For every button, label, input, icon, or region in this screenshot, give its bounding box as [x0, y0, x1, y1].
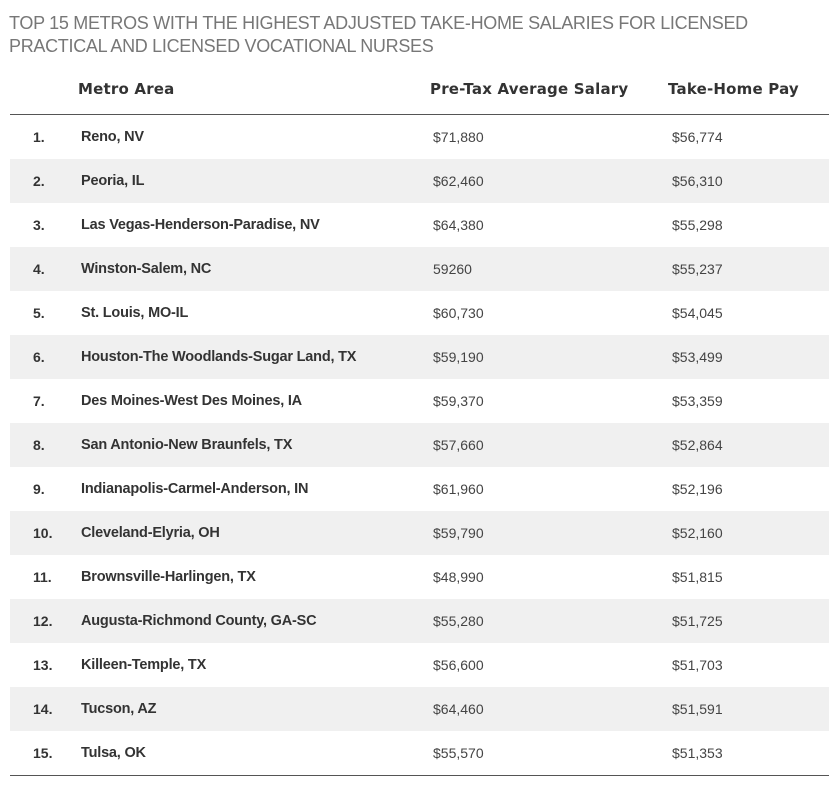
table-row	[10, 599, 829, 643]
rank-cell: 4.	[33, 261, 45, 277]
take-home-pay-cell: $56,774	[672, 129, 723, 145]
pre-tax-salary-cell: $62,460	[433, 173, 484, 189]
metro-area-cell: Winston-Salem, NC	[81, 261, 212, 277]
page-title: TOP 15 METROS WITH THE HIGHEST ADJUSTED TAKE-HOME SALARIES FOR LICENSED PRACTICAL AND LICENSED VOCATIONAL NURSES	[9, 13, 748, 56]
take-home-pay-cell: $54,045	[672, 305, 723, 321]
take-home-pay-cell: $51,591	[672, 701, 723, 717]
table-row	[10, 731, 829, 775]
table-row	[10, 555, 829, 599]
table-row	[10, 511, 829, 555]
rank-cell: 1.	[33, 129, 45, 145]
take-home-pay-cell: $52,160	[672, 525, 723, 541]
table-row	[10, 379, 829, 423]
rank-cell: 11.	[33, 569, 52, 585]
pre-tax-salary-cell: $64,460	[433, 701, 484, 717]
take-home-pay-cell: $51,353	[672, 745, 723, 761]
rank-cell: 3.	[33, 217, 45, 233]
pre-tax-salary-cell: $61,960	[433, 481, 484, 497]
salary-table	[10, 68, 829, 776]
rank-cell: 8.	[33, 437, 45, 453]
metro-area-cell: Peoria, IL	[81, 173, 145, 189]
take-home-pay-cell: $53,359	[672, 393, 723, 409]
column-header-pre-tax-salary: Pre-Tax Average Salary	[430, 80, 629, 98]
pre-tax-salary-cell: $59,790	[433, 525, 484, 541]
pre-tax-salary-cell: $57,660	[433, 437, 484, 453]
table-body	[10, 115, 829, 775]
metro-area-cell: Augusta-Richmond County, GA-SC	[81, 613, 317, 629]
table-row	[10, 291, 829, 335]
metro-area-cell: Reno, NV	[81, 129, 144, 145]
pre-tax-salary-cell: $64,380	[433, 217, 484, 233]
rank-cell: 10.	[33, 525, 53, 541]
metro-area-cell: St. Louis, MO-IL	[81, 305, 189, 321]
rank-cell: 15.	[33, 745, 53, 761]
table-row	[10, 423, 829, 467]
rank-cell: 5.	[33, 305, 45, 321]
rank-cell: 12.	[33, 613, 53, 629]
pre-tax-salary-cell: 59260	[433, 261, 472, 277]
take-home-pay-cell: $52,864	[672, 437, 723, 453]
take-home-pay-cell: $56,310	[672, 173, 723, 189]
take-home-pay-cell: $55,298	[672, 217, 723, 233]
table-row	[10, 247, 829, 291]
rank-cell: 2.	[33, 173, 45, 189]
pre-tax-salary-cell: $56,600	[433, 657, 484, 673]
metro-area-cell: Cleveland-Elyria, OH	[81, 525, 220, 541]
metro-area-cell: Indianapolis-Carmel-Anderson, IN	[81, 481, 309, 497]
metro-area-cell: Tucson, AZ	[81, 701, 157, 717]
take-home-pay-cell: $51,815	[672, 569, 723, 585]
table-row	[10, 687, 829, 731]
rank-cell: 13.	[33, 657, 53, 673]
take-home-pay-cell: $51,725	[672, 613, 723, 629]
rank-cell: 6.	[33, 349, 45, 365]
table-row	[10, 159, 829, 203]
column-header-take-home-pay: Take-Home Pay	[668, 80, 799, 98]
metro-area-cell: Brownsville-Harlingen, TX	[81, 569, 256, 585]
table-row	[10, 115, 829, 159]
metro-area-cell: Las Vegas-Henderson-Paradise, NV	[81, 217, 320, 233]
rank-cell: 7.	[33, 393, 45, 409]
table-row	[10, 643, 829, 687]
table-bottom-rule	[10, 775, 829, 776]
metro-area-cell: Killeen-Temple, TX	[81, 657, 207, 673]
metro-area-cell: San Antonio-New Braunfels, TX	[81, 437, 293, 453]
pre-tax-salary-cell: $59,370	[433, 393, 484, 409]
rank-cell: 9.	[33, 481, 45, 497]
rank-cell: 14.	[33, 701, 53, 717]
table-header	[10, 68, 829, 115]
table-row	[10, 203, 829, 247]
pre-tax-salary-cell: $59,190	[433, 349, 484, 365]
pre-tax-salary-cell: $55,280	[433, 613, 484, 629]
metro-area-cell: Des Moines-West Des Moines, IA	[81, 393, 302, 409]
pre-tax-salary-cell: $55,570	[433, 745, 484, 761]
take-home-pay-cell: $53,499	[672, 349, 723, 365]
take-home-pay-cell: $55,237	[672, 261, 723, 277]
take-home-pay-cell: $51,703	[672, 657, 723, 673]
pre-tax-salary-cell: $71,880	[433, 129, 484, 145]
table-row	[10, 467, 829, 511]
column-header-metro-area: Metro Area	[78, 80, 175, 98]
table-row	[10, 335, 829, 379]
metro-area-cell: Houston-The Woodlands-Sugar Land, TX	[81, 349, 357, 365]
pre-tax-salary-cell: $60,730	[433, 305, 484, 321]
metro-area-cell: Tulsa, OK	[81, 745, 146, 761]
take-home-pay-cell: $52,196	[672, 481, 723, 497]
pre-tax-salary-cell: $48,990	[433, 569, 484, 585]
